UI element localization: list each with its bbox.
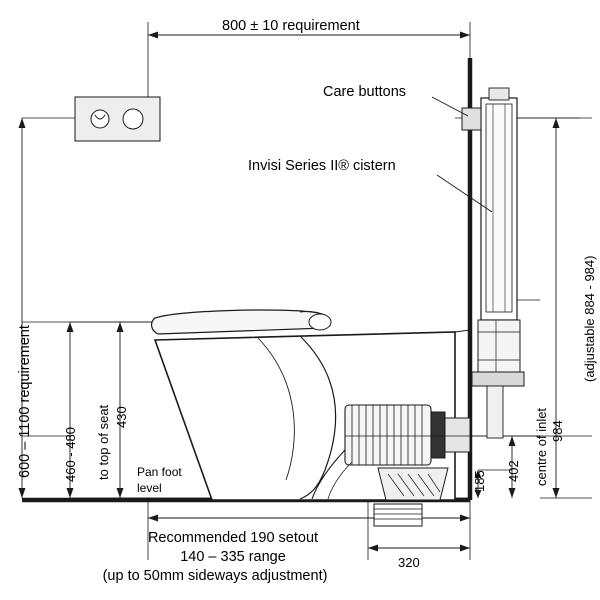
callout-pan-foot-line1: Pan foot	[137, 465, 182, 479]
dim-inlet-note-label: centre of inlet	[534, 407, 549, 486]
dim-low-height-label: 185	[472, 470, 487, 492]
dim-seat-height-range-label: 460 - 480	[63, 427, 78, 482]
dim-inlet-height-label: 402	[506, 460, 521, 482]
footnote-line3: (up to 50mm sideways adjustment)	[102, 568, 328, 584]
callout-pan-foot-line2: level	[137, 481, 162, 495]
dim-left-vertical-label: 600 – 1100 requirement	[17, 325, 33, 478]
dim-top-width-label: 800 ± 10 requirement	[222, 18, 360, 34]
footnote-line2: 140 – 335 range	[180, 549, 286, 565]
dim-bottom-offset-label: 320	[398, 555, 420, 570]
dim-seat-height-label: 430	[114, 406, 129, 428]
callout-cistern: Invisi Series II® cistern	[248, 158, 396, 174]
dim-cistern-adjust-label: (adjustable 884 - 984)	[582, 255, 597, 382]
footnote-line1: Recommended 190 setout	[147, 530, 319, 546]
dim-seat-height-note-label: to top of seat	[96, 404, 111, 480]
dim-cistern-height-label: 984	[550, 420, 565, 442]
callout-care-buttons: Care buttons	[323, 84, 407, 100]
